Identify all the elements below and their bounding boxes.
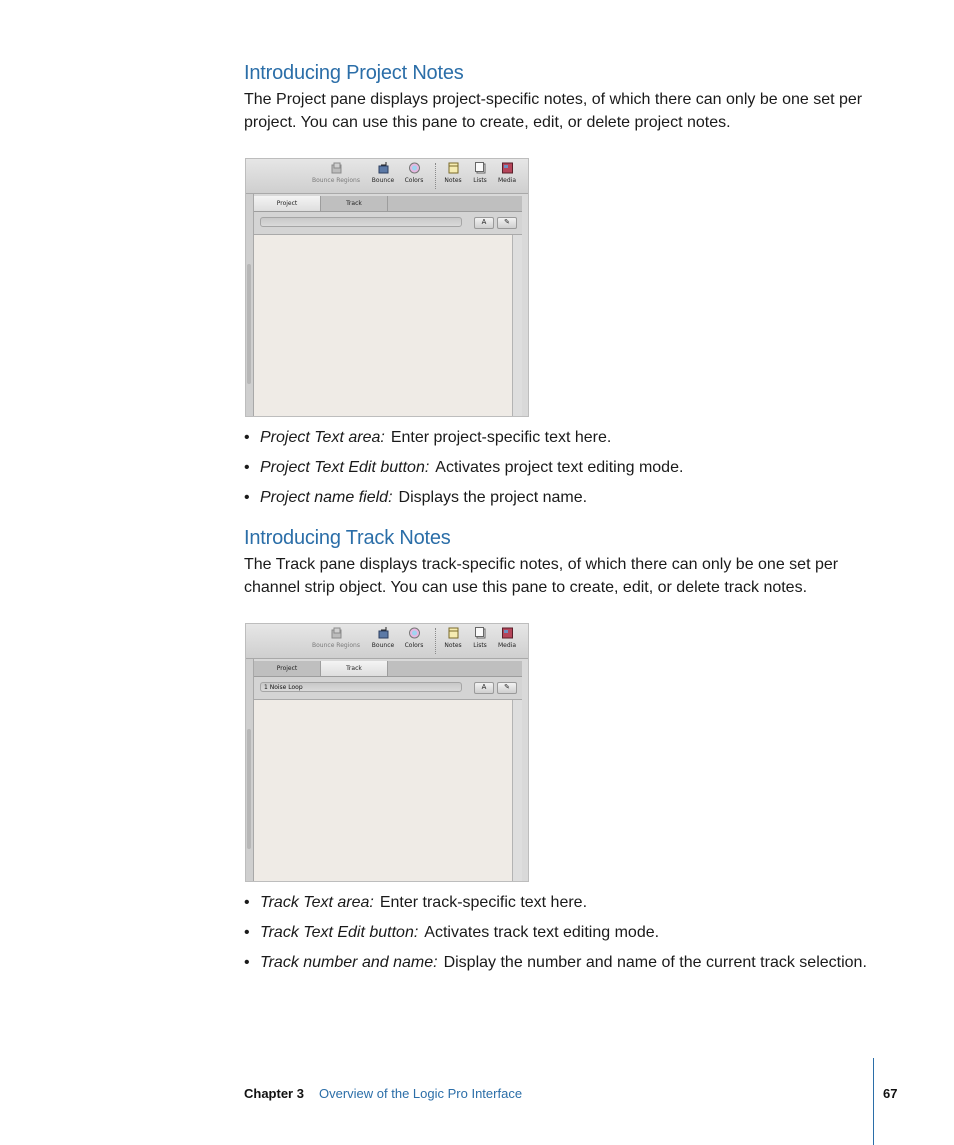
right-scrollbar[interactable] [513,235,522,416]
lists-icon [474,626,487,640]
notes-tool[interactable] [439,161,467,184]
left-scrollbar[interactable] [246,659,254,881]
bounce-icon [377,626,390,640]
tab-track[interactable]: Track [321,196,388,211]
media-icon [501,626,514,640]
list-item: • Project Text area: Enter project-specific text here. [244,429,612,446]
notes-icon [447,161,460,175]
tab-project[interactable]: Project [254,196,321,211]
project-notes-screenshot [245,158,529,417]
colors-tool[interactable] [399,626,429,649]
bounce-regions-label: Bounce Regions [312,642,360,649]
tab-project[interactable]: Project [254,661,321,676]
right-scrollbar[interactable] [513,700,522,881]
toolbar-separator [435,163,437,189]
media-label: Media [497,177,517,184]
project-text-edit-button[interactable]: ✎ [497,217,517,229]
track-text-style-button[interactable]: A [474,682,494,694]
lists-label: Lists [473,642,487,649]
bounce-icon [377,161,390,175]
bounce-regions-label: Bounce Regions [312,177,360,184]
bounce-regions-icon [330,626,343,640]
project-text-area[interactable] [254,235,513,416]
notes-tabs [254,196,522,212]
bounce-regions-icon [330,161,343,175]
bounce-regions-tool[interactable] [306,161,366,184]
track-number-and-name-field[interactable]: 1 Noise Loop [260,682,462,692]
bounce-label: Bounce [371,177,395,184]
tab-track[interactable]: Track [321,661,388,676]
colors-label: Colors [404,177,424,184]
section-paragraph-track-notes: The Track pane displays track-specific notes, of which there can only be one set per channel strip object. You can use this pane to create, edit, or delete track notes. [244,556,839,596]
left-scrollbar[interactable] [246,194,254,416]
track-name-bar [254,677,522,700]
notes-label: Notes [444,177,462,184]
page-number: 67 [883,1086,898,1101]
footer-chapter-title: Overview of the Logic Pro Interface [319,1086,523,1101]
bounce-regions-tool[interactable] [306,626,366,649]
track-notes-bullets [244,888,904,978]
colors-icon [408,161,421,175]
media-tool[interactable] [494,626,520,649]
notes-label: Notes [444,642,462,649]
toolbar-separator [435,628,437,654]
lists-label: Lists [473,177,487,184]
section-paragraph-project-notes: The Project pane displays project-specific notes, of which there can only be one set per project. You can use this pane to create, edit, or delete project notes. [244,91,863,131]
list-item: • Track Text area: Enter track-specific text here. [244,894,588,911]
toolbar [246,159,528,194]
lists-icon [474,161,487,175]
project-name-field[interactable] [260,217,462,227]
bounce-tool[interactable] [368,161,398,184]
project-notes-bullets [244,423,904,513]
media-tool[interactable] [494,161,520,184]
colors-label: Colors [404,642,424,649]
toolbar [246,624,528,659]
notes-tool[interactable] [439,626,467,649]
lists-tool[interactable] [467,161,493,184]
left-scroll-thumb[interactable] [247,264,251,384]
track-text-area[interactable] [254,700,513,881]
notes-icon [447,626,460,640]
media-icon [501,161,514,175]
bounce-tool[interactable] [368,626,398,649]
track-text-edit-button[interactable]: ✎ [497,682,517,694]
list-item: • Project Text Edit button: Activates project text editing mode. [244,459,684,476]
footer-chapter: Chapter 3 [244,1086,304,1101]
left-scroll-thumb[interactable] [247,729,251,849]
media-label: Media [497,642,517,649]
list-item: • Track number and name: Display the number and name of the current track selection. [244,954,867,971]
lists-tool[interactable] [467,626,493,649]
track-notes-screenshot [245,623,529,882]
colors-tool[interactable] [399,161,429,184]
list-item: • Track Text Edit button: Activates track text editing mode. [244,924,660,941]
colors-icon [408,626,421,640]
bounce-label: Bounce [371,642,395,649]
footer-divider [873,1058,874,1145]
section-heading-project-notes: Introducing Project Notes [244,62,464,84]
section-heading-track-notes: Introducing Track Notes [244,527,451,549]
notes-tabs [254,661,522,677]
list-item: • Project name field: Displays the project name. [244,489,588,506]
project-text-style-button[interactable]: A [474,217,494,229]
project-name-bar [254,212,522,235]
